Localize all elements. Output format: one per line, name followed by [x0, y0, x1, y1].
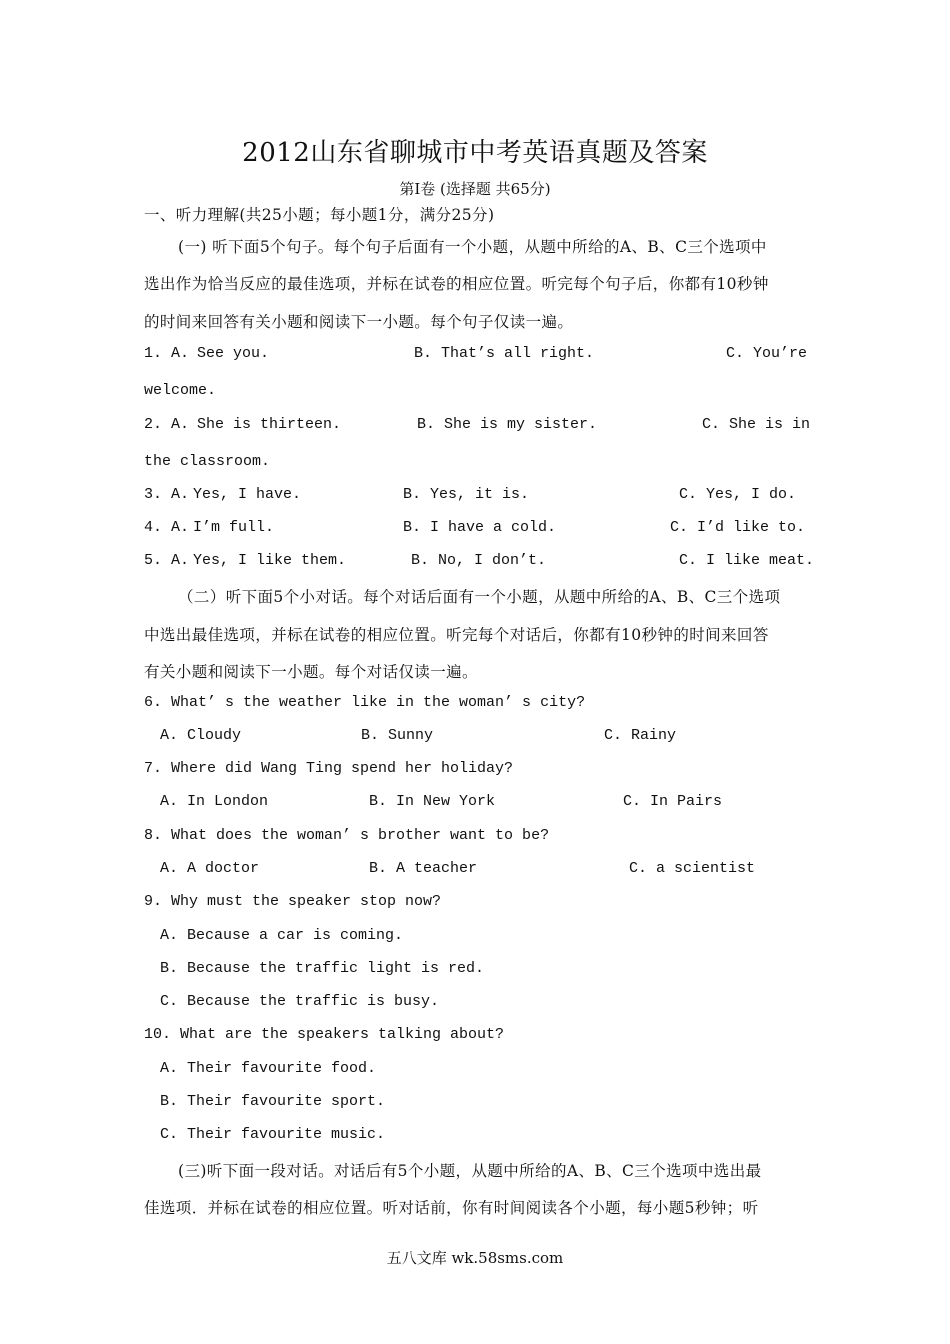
document-title: 2012山东省聊城市中考英语真题及答案 [242, 138, 708, 168]
option-b: B. She is my sister. [417, 416, 598, 433]
question-stem: 10. What are the speakers talking about? [144, 1026, 505, 1043]
option-c: C. I’d like to. [670, 519, 806, 536]
part1-instruction-line: 的时间来回答有关小题和阅读下一小题。每个句子仅读一遍。 [144, 313, 574, 331]
part1-instruction-line: (一) 听下面5个句子。每个句子后面有一个小题，从题中所给的A、B、C三个选项中 [178, 238, 767, 256]
section1-heading: 一、听力理解(共25小题；每小题1分，满分25分) [144, 206, 495, 224]
option-a: A. Their favourite food. [160, 1060, 377, 1077]
option-c: C. In Pairs [623, 793, 723, 810]
part2-instruction-line: 有关小题和阅读下一小题。每个对话仅读一遍。 [144, 663, 478, 681]
option-c: C. She is in [702, 416, 811, 433]
page-footer: 五八文库 wk.58sms.com [386, 1249, 564, 1267]
option-a: She is thirteen. [197, 416, 342, 433]
question-number: 3. A. [144, 486, 190, 503]
option-c-continuation: welcome. [144, 382, 217, 399]
question-stem: 8. What does the woman’ s brother want to be? [144, 827, 550, 844]
part3-instruction-line: 佳选项．并标在试卷的相应位置。听对话前，你有时间阅读各个小题，每小题5秒钟；听 [144, 1199, 759, 1217]
option-a: I’m full. [193, 519, 275, 536]
question-number: 4. A. [144, 519, 190, 536]
section-subtitle: 第Ⅰ卷 (选择题 共65分) [399, 180, 551, 198]
option-c-continuation: the classroom. [144, 453, 271, 470]
question-stem: 7. Where did Wang Ting spend her holiday? [144, 760, 514, 777]
option-b: B. Their favourite sport. [160, 1093, 386, 1110]
option-c: C. I like meat. [679, 552, 815, 569]
part3-instruction-line: (三)听下面一段对话。对话后有5个小题，从题中所给的A、B、C三个选项中选出最 [178, 1162, 762, 1180]
part2-instruction-line: （二）听下面5个小对话。每个对话后面有一个小题，从题中所给的A、B、C三个选项 [178, 588, 781, 606]
option-b: B. No, I don’t. [411, 552, 547, 569]
question-number: 2. A. [144, 416, 190, 433]
question-number: 1. A. [144, 345, 190, 362]
part2-instruction-line: 中选出最佳选项，并标在试卷的相应位置。听完每个对话后，你都有10秒钟的时间来回答 [144, 626, 769, 644]
option-c: C. You’re [726, 345, 808, 362]
option-b: B. In New York [369, 793, 496, 810]
option-c: C. Yes, I do. [679, 486, 797, 503]
option-c: C. Because the traffic is busy. [160, 993, 440, 1010]
part1-instruction-line: 选出作为恰当反应的最佳选项，并标在试卷的相应位置。听完每个句子后，你都有10秒钟 [144, 275, 769, 293]
option-b: B. Because the traffic light is red. [160, 960, 485, 977]
question-stem: 9. Why must the speaker stop now? [144, 893, 442, 910]
option-b: B. I have a cold. [403, 519, 557, 536]
option-a: Yes, I have. [193, 486, 302, 503]
option-a: A. In London [160, 793, 269, 810]
option-c: C. a scientist [629, 860, 756, 877]
option-a: A. Cloudy [160, 727, 242, 744]
option-c: C. Rainy [604, 727, 677, 744]
option-b: B. Sunny [361, 727, 434, 744]
question-stem: 6. What’ s the weather like in the woman’ s city? [144, 694, 586, 711]
option-b: B. Yes, it is. [403, 486, 530, 503]
option-a: A. A doctor [160, 860, 260, 877]
option-a: A. Because a car is coming. [160, 927, 404, 944]
option-b: B. A teacher [369, 860, 478, 877]
option-a: Yes, I like them. [193, 552, 347, 569]
option-b: B. That’s all right. [414, 345, 595, 362]
option-a: See you. [197, 345, 270, 362]
option-c: C. Their favourite music. [160, 1126, 386, 1143]
question-number: 5. A. [144, 552, 190, 569]
